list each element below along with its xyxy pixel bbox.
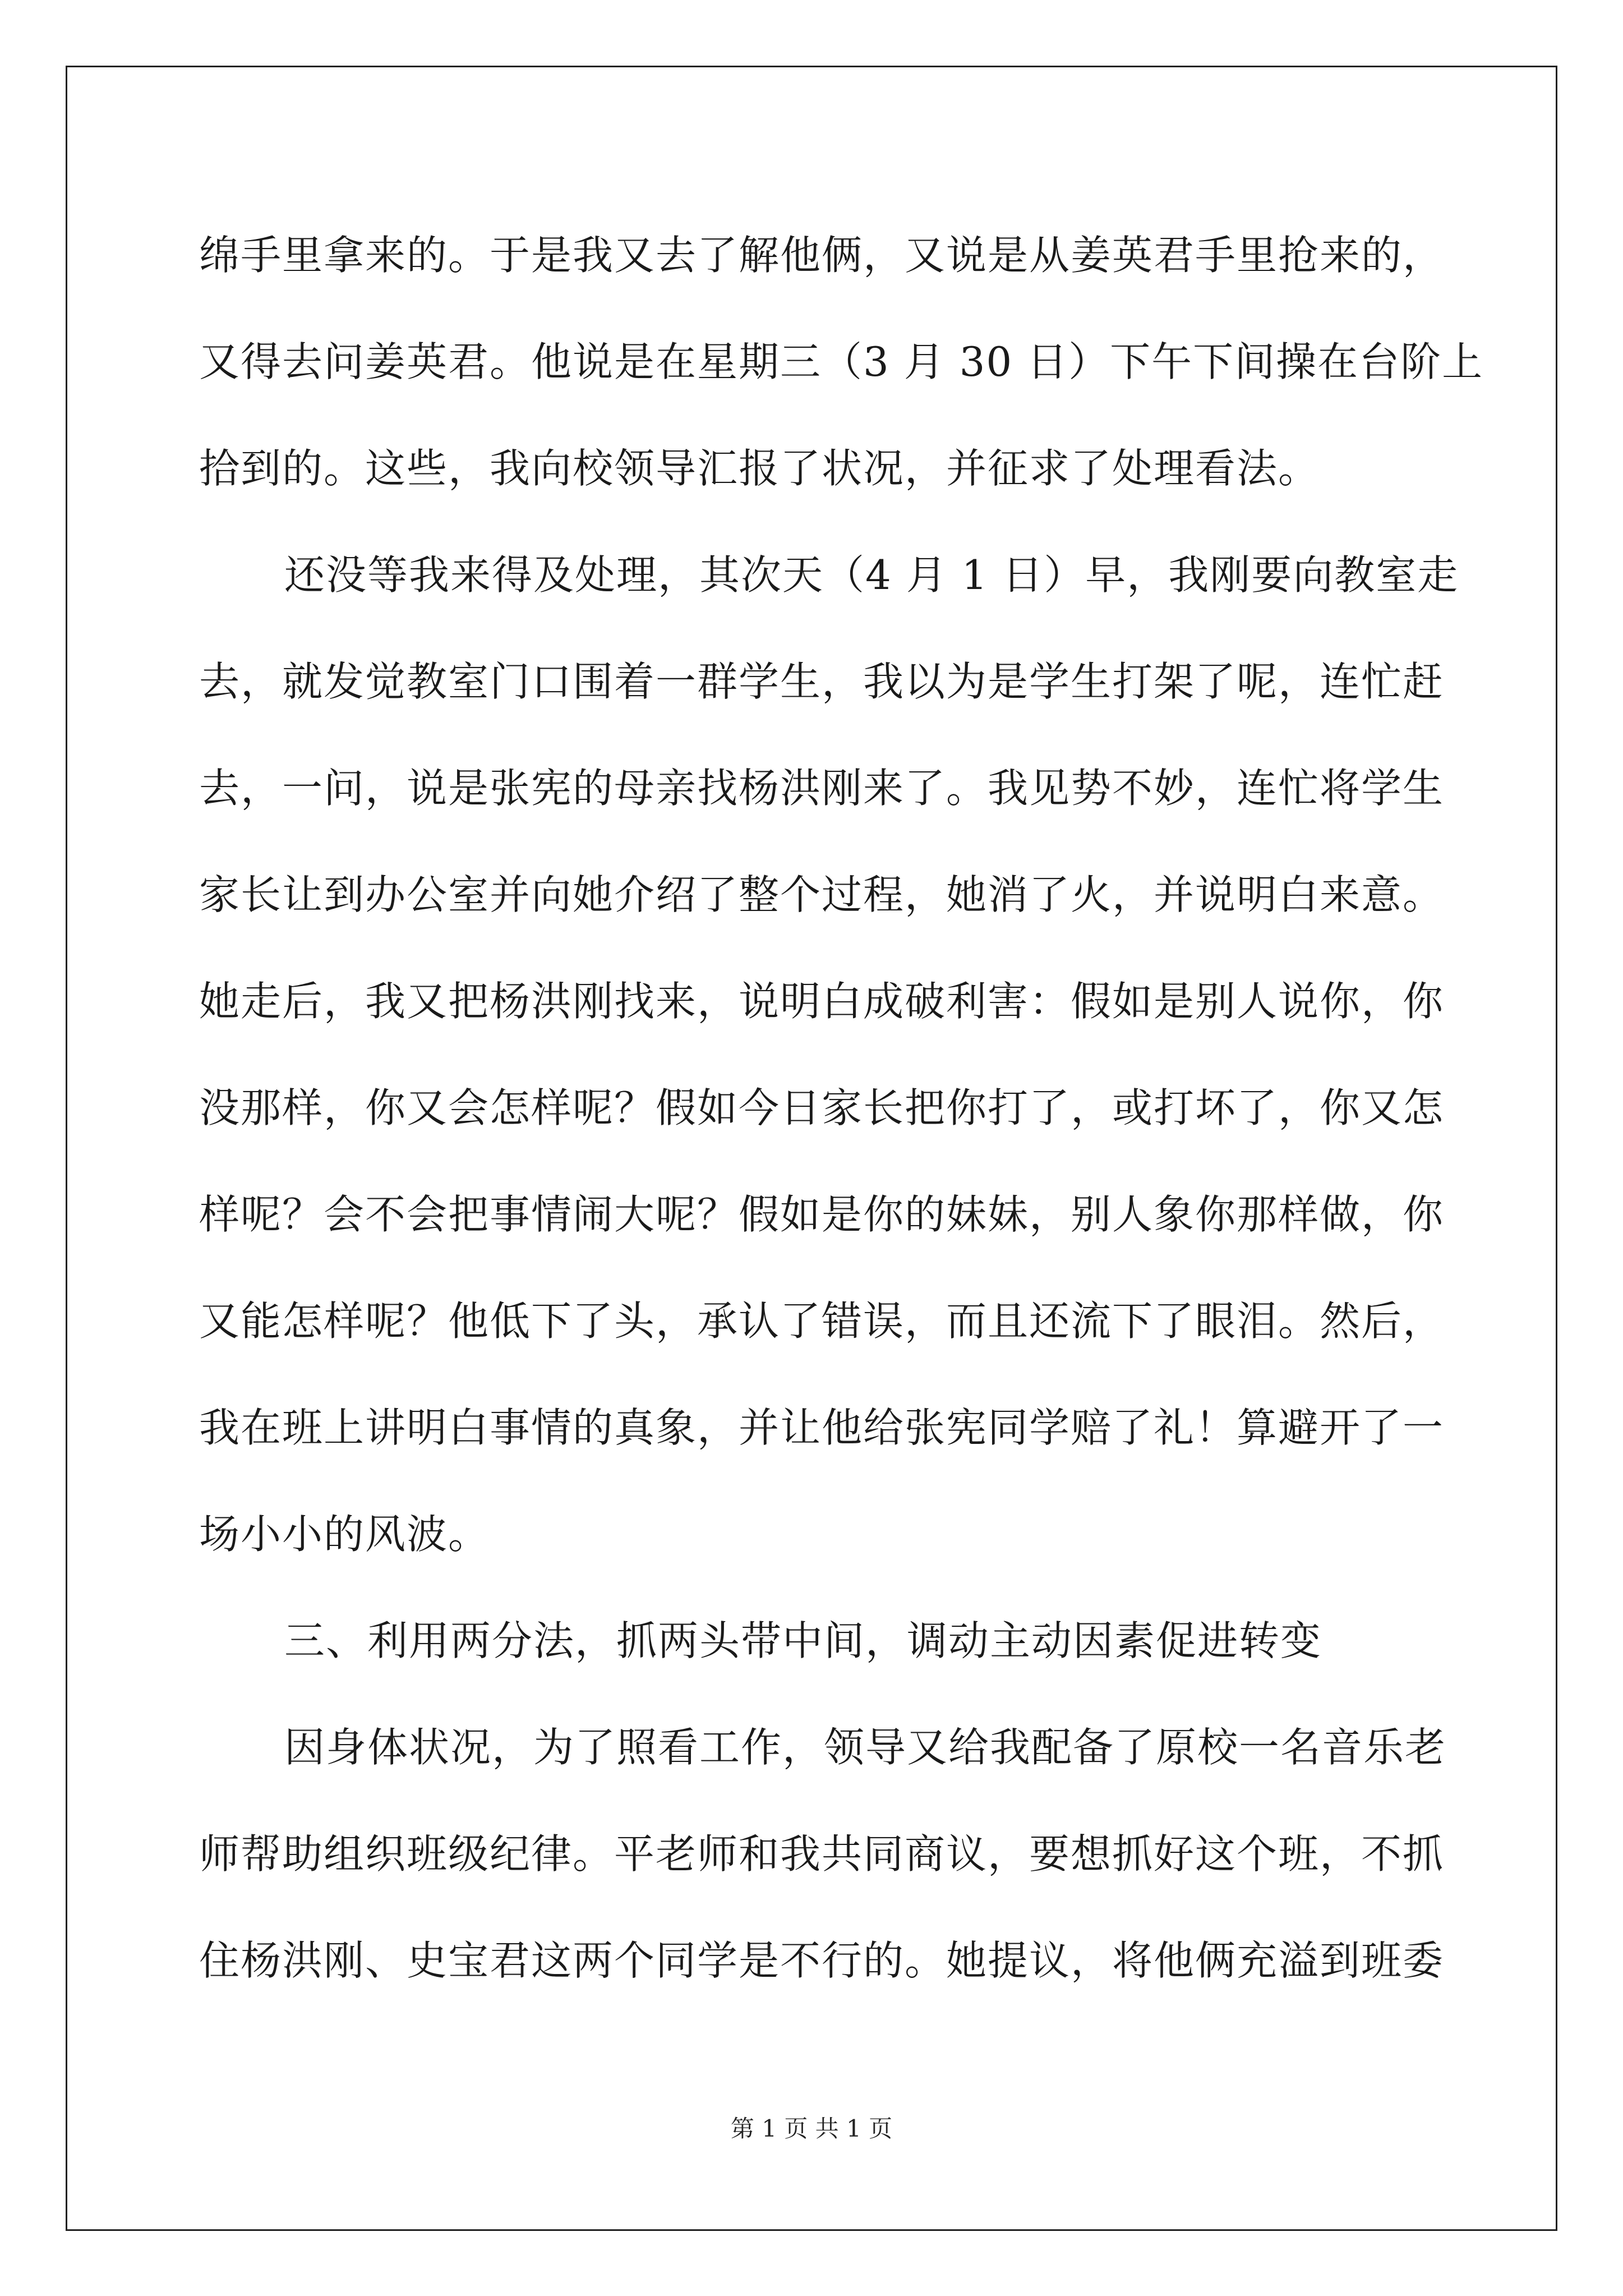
text-line-9: 没那样，你又会怎样呢？假如今日家长把你打了，或打坏了，你又怎 bbox=[199, 1084, 1445, 1131]
text-line-5: 去，就发觉教室门口围着一群学生，我以为是学生打架了呢，连忙赶 bbox=[199, 658, 1445, 705]
text-line-10: 样呢？会不会把事情闹大呢？假如是你的妹妹，别人象你那样做，你 bbox=[199, 1191, 1445, 1238]
text-line-7: 家长让到办公室并向她介绍了整个过程，她消了火，并说明白来意。 bbox=[199, 871, 1445, 918]
text-line-11: 又能怎样呢？他低下了头，承认了错误，而且还流下了眼泪。然后， bbox=[199, 1297, 1445, 1345]
text-line-13: 场小小的风波。 bbox=[199, 1511, 490, 1558]
text-line-8: 她走后，我又把杨洪刚找来，说明白成破利害：假如是别人说你，你 bbox=[199, 978, 1445, 1025]
text-line-15: 因身体状况，为了照看工作，领导又给我配备了原校一名音乐老 bbox=[284, 1724, 1447, 1771]
text-line-1: 绵手里拿来的。于是我又去了解他俩，又说是从姜英君手里抢来的， bbox=[199, 232, 1445, 279]
text-line-3: 拾到的。这些，我向校领导汇报了状况，并征求了处理看法。 bbox=[199, 445, 1320, 492]
text-line-2: 又得去问姜英君。他说是在星期三（3 月 30 日）下午下间操在台阶上 bbox=[199, 338, 1484, 385]
text-line-6: 去，一问，说是张宪的母亲找杨洪刚来了。我见势不妙，连忙将学生 bbox=[199, 765, 1445, 812]
text-line-17: 住杨洪刚、史宝君这两个同学是不行的。她提议，将他俩充溢到班委 bbox=[199, 1937, 1445, 1984]
document-body bbox=[199, 202, 1484, 2014]
text-line-16: 师帮助组织班级纪律。平老师和我共同商议，要想抓好这个班，不抓 bbox=[199, 1830, 1445, 1878]
page-number-footer: 第 1 页 共 1 页 bbox=[730, 2115, 893, 2142]
text-line-4: 还没等我来得及处理，其次天（4 月 1 日）早，我刚要向教室走 bbox=[284, 551, 1459, 599]
text-line-12: 我在班上讲明白事情的真象，并让他给张宪同学赔了礼！算避开了一 bbox=[199, 1404, 1445, 1451]
section-heading: 三、利用两分法，抓两头带中间，调动主动因素促进转变 bbox=[284, 1617, 1322, 1664]
